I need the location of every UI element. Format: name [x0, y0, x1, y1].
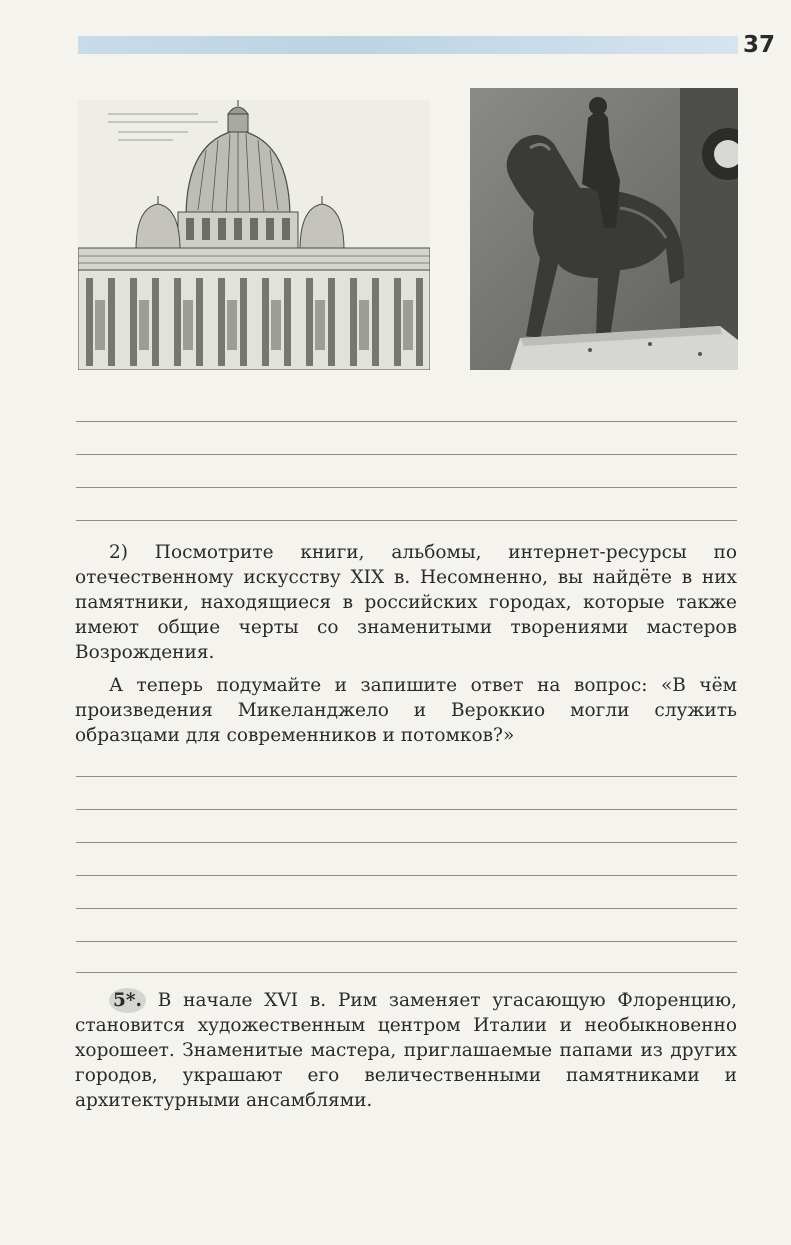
task-5-number-badge: 5*. [109, 988, 146, 1013]
equestrian-statue-image [470, 88, 738, 370]
answer-line[interactable] [76, 941, 737, 942]
basilica-drawing [78, 100, 430, 370]
task-2-paragraph-1: 2) Посмотрите книги, альбомы, интернет-ресурсы по отечественному искусству XIX в. Несомненно, вы найдёте в них памятники, находящиеся в российских городах, которые также имеют общие черты со знаменитыми творениями мастеров Возрождения. [75, 542, 737, 663]
answer-line[interactable] [76, 842, 737, 843]
answer-line[interactable] [76, 454, 737, 455]
page-number: 37 [743, 32, 776, 58]
answer-line[interactable] [76, 809, 737, 810]
header-band [78, 36, 738, 54]
answer-line[interactable] [76, 487, 737, 488]
answer-line[interactable] [76, 875, 737, 876]
answer-line[interactable] [76, 520, 737, 521]
answer-line[interactable] [76, 908, 737, 909]
statue-photo [470, 88, 738, 370]
answer-line[interactable] [76, 421, 737, 422]
answer-line[interactable] [76, 972, 737, 973]
task-5-paragraph: 5*. В начале XVI в. Рим заменяет угасающую Флоренцию, становится художественным центром Италии и необыкновенно хорошеет. Знаменитые мастера, приглашаемые папами из других городов, украшают его величественными памятниками и архитектурными ансамблями. [75, 990, 737, 1111]
basilica-engraving-image [78, 100, 430, 370]
answer-line[interactable] [76, 776, 737, 777]
task-2-paragraph-2: А теперь подумайте и запишите ответ на вопрос: «В чём произведения Микеланджело и Вероккио могли служить образцами для современников и потомков?» [75, 675, 737, 746]
